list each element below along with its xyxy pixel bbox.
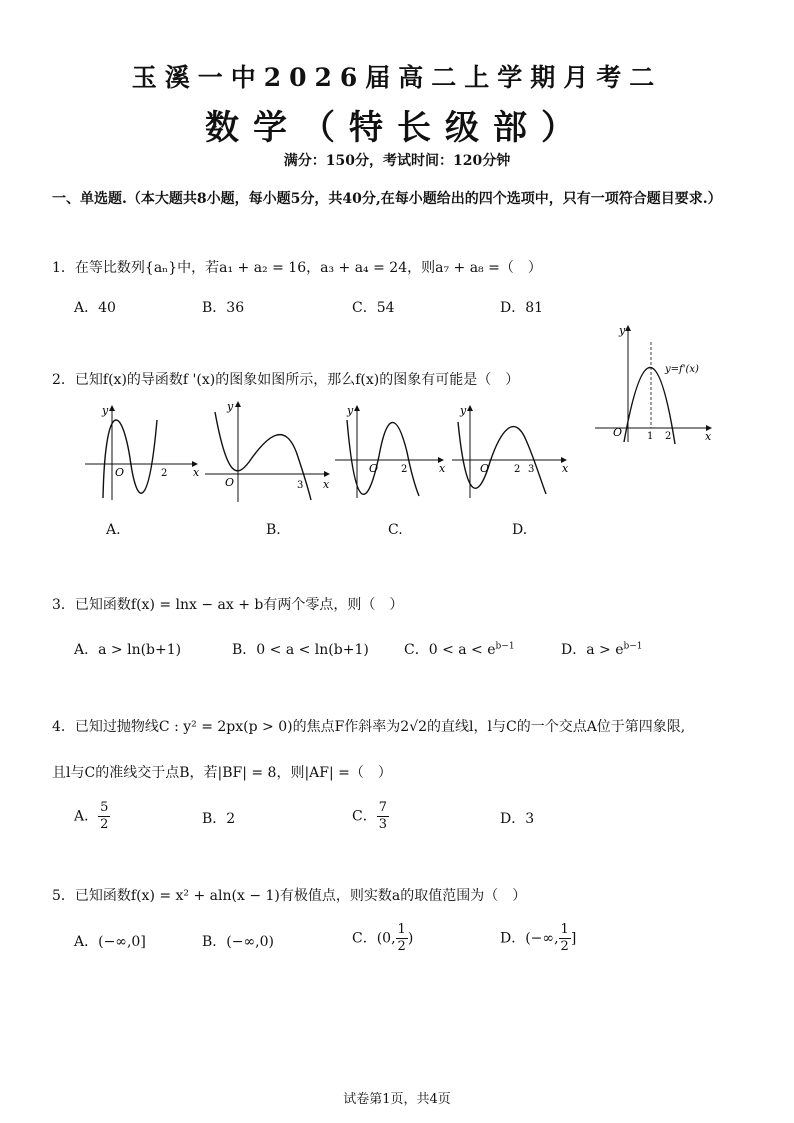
q3-option-d-base: D．a > e bbox=[561, 642, 624, 658]
gd-origin-label: O bbox=[480, 462, 490, 475]
q5-c-pre: C．(0, bbox=[352, 930, 396, 947]
q5-option-d-fraction bbox=[559, 922, 571, 955]
q3-option-c-exp: b−1 bbox=[495, 641, 515, 652]
q2-option-a: A. bbox=[106, 522, 121, 538]
q5-d-num: 1 bbox=[560, 922, 569, 937]
exam-subject: 数学（特长级部） bbox=[205, 108, 589, 148]
q5-c-num: 1 bbox=[397, 922, 406, 937]
q1-option-d: D．81 bbox=[500, 300, 544, 316]
ref-curve-label: y=f'(x) bbox=[665, 364, 699, 375]
ga-origin-label: O bbox=[115, 466, 125, 479]
q3-option-c-base: C．0 < a < e bbox=[404, 642, 496, 658]
question-3: 3．已知函数f(x) = lnx − ax + b有两个零点，则（ ） bbox=[52, 597, 404, 613]
q4-option-c-fraction bbox=[377, 800, 389, 833]
q5-option-c-fraction bbox=[396, 922, 408, 955]
gc-y-label: y bbox=[347, 404, 354, 417]
q3-option-d bbox=[561, 639, 643, 659]
q4-c-den: 3 bbox=[378, 817, 387, 832]
gc-x-label: x bbox=[439, 462, 446, 475]
q4-option-c bbox=[352, 800, 389, 833]
q3-option-d-exp: b−1 bbox=[623, 641, 643, 652]
q2-option-d: D. bbox=[512, 522, 528, 538]
q4-option-b: B．2 bbox=[202, 811, 236, 827]
gb-x-label: x bbox=[323, 478, 330, 491]
q5-option-c bbox=[352, 922, 413, 955]
q3-option-c bbox=[404, 639, 515, 659]
question-4-line-2: 且l与C的准线交于点B，若|BF| = 8，则|AF| =（ ） bbox=[52, 765, 392, 781]
exam-title: 玉溪一中2026届高二上学期月考二 bbox=[131, 63, 663, 92]
q5-d-den: 2 bbox=[560, 939, 569, 954]
ref-tick-2: 2 bbox=[665, 431, 672, 442]
question-2: 2．已知f(x)的导函数f '(x)的图象如图所示，那么f(x)的图象有可能是（ ） bbox=[52, 372, 520, 388]
q2-option-c: C. bbox=[388, 522, 403, 538]
q1-option-a: A．40 bbox=[74, 300, 116, 316]
ga-y-label: y bbox=[102, 404, 109, 417]
gc-tick: 2 bbox=[401, 464, 408, 475]
gd-x-label: x bbox=[562, 462, 569, 475]
ref-tick-1: 1 bbox=[647, 431, 654, 442]
ga-tick: 2 bbox=[161, 468, 168, 479]
ref-origin-label: O bbox=[613, 426, 623, 439]
question-1: 1．在等比数列{aₙ}中，若a₁ + a₂ = 16，a₃ + a₄ = 24，则a₇ + a₈ =（ ） bbox=[52, 260, 542, 276]
gb-origin-label: O bbox=[225, 476, 235, 489]
q5-d-post: ] bbox=[570, 930, 577, 947]
q4-c-num: 7 bbox=[378, 800, 387, 815]
q4-option-c-label: C． bbox=[352, 808, 377, 825]
q3-option-a: A．a > ln(b+1) bbox=[74, 642, 182, 658]
graph-option-c bbox=[335, 402, 450, 502]
exam-info: 满分：150分，考试时间：120分钟 bbox=[283, 153, 511, 169]
derivative-graph bbox=[595, 322, 720, 447]
q2-option-b: B. bbox=[266, 522, 281, 538]
q4-option-a bbox=[74, 800, 110, 833]
q1-option-b: B．36 bbox=[202, 300, 245, 316]
gd-tick-3: 3 bbox=[528, 464, 535, 475]
question-4-line-1: 4．已知过抛物线C : y² = 2px(p > 0)的焦点F作斜率为2√2的直线l，l与C的一个交点A位于第四象限, bbox=[52, 719, 686, 735]
q5-option-d bbox=[500, 922, 576, 955]
q5-option-a: A．(−∞,0] bbox=[74, 934, 146, 950]
graph-option-d bbox=[452, 402, 572, 502]
q4-option-d: D．3 bbox=[500, 811, 535, 827]
graph-option-a bbox=[85, 400, 205, 505]
q5-option-b: B．(−∞,0) bbox=[202, 934, 274, 950]
gd-tick-2: 2 bbox=[514, 464, 521, 475]
q5-c-post: ) bbox=[407, 930, 414, 947]
ref-x-label: x bbox=[705, 430, 712, 443]
q3-option-b: B．0 < a < ln(b+1) bbox=[232, 642, 369, 658]
q5-c-den: 2 bbox=[397, 939, 406, 954]
section-heading: 一、单选题.（本大题共8小题，每小题5分，共40分,在每小题给出的四个选项中，只有一项符合题目要求.） bbox=[52, 191, 722, 207]
gd-y-label: y bbox=[460, 404, 467, 417]
ga-x-label: x bbox=[193, 466, 200, 479]
question-5: 5．已知函数f(x) = x² + aln(x − 1)有极值点，则实数a的取值范围为（ ） bbox=[52, 888, 527, 904]
page-footer: 试卷第1页，共4页 bbox=[343, 1092, 451, 1107]
q4-a-num: 5 bbox=[100, 800, 109, 815]
q1-option-c: C．54 bbox=[352, 300, 395, 316]
graph-option-b bbox=[205, 398, 335, 506]
q4-option-a-label: A． bbox=[74, 808, 99, 825]
q4-option-a-fraction bbox=[98, 800, 110, 833]
q4-a-den: 2 bbox=[100, 817, 109, 832]
q5-d-pre: D．(−∞, bbox=[500, 930, 559, 947]
gc-origin-label: O bbox=[369, 462, 379, 475]
ref-y-label: y bbox=[619, 324, 626, 337]
gb-y-label: y bbox=[227, 400, 234, 413]
gb-tick: 3 bbox=[297, 480, 304, 491]
